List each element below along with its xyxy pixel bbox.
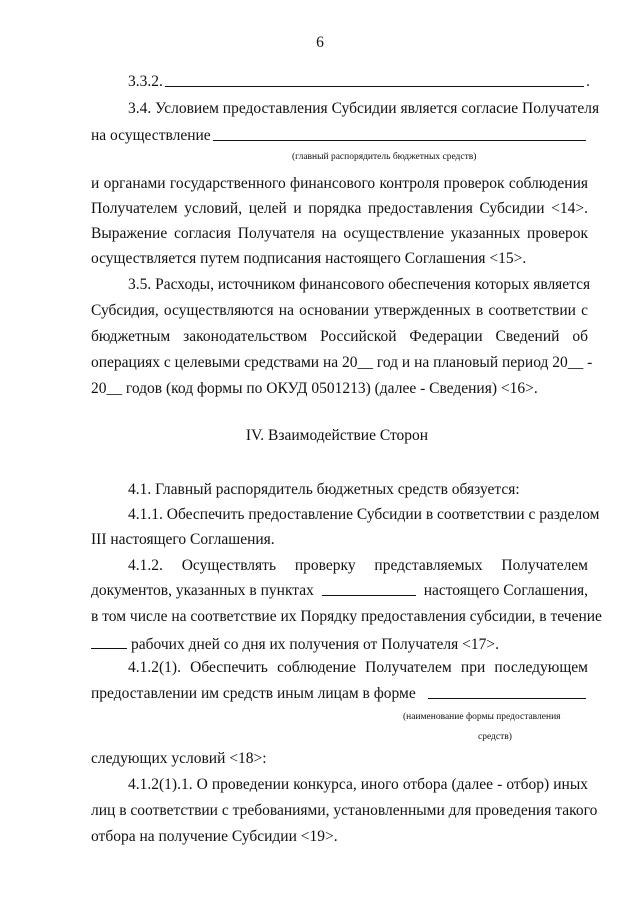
- clause-4-1-2-line-2: [91, 582, 588, 600]
- clause-4-1-1-line-2: III настоящего Соглашения.: [91, 531, 275, 548]
- clause-4-1-2-1-line-1: 4.1.2(1). Обеспечить соблюдение Получателем при последующем: [128, 659, 588, 676]
- clause-3-5-line-2: Субсидия, осуществляются на основании утвержденных в соответствии с: [91, 302, 588, 319]
- blank-line: [322, 582, 416, 596]
- blank-line: [165, 73, 584, 87]
- caption-form-name-2: средств): [478, 732, 512, 742]
- clause-4-1-2-1-line-2-text: предоставлении им средств иным лицам в форме: [91, 685, 416, 702]
- clause-3-5-line-5: 20__ годов (код формы по ОКУД 0501213) (далее - Сведения) <16>.: [91, 380, 538, 397]
- clause-3-4-line-5: Выражение согласия Получателя на осуществление указанных проверок: [91, 225, 588, 242]
- clause-4-1-2-line-4: [91, 634, 499, 654]
- clause-3-5-line-3: бюджетным законодательством Российской Федерации Сведений об: [91, 328, 588, 345]
- clause-3-4-line-1: 3.4. Условием предоставления Субсидии является согласие Получателя: [128, 100, 600, 117]
- clause-3-4-line-2-text: на осуществление: [91, 127, 211, 144]
- clause-3-4-line-2: [91, 127, 588, 145]
- clause-4-1-2-line-2-end: настоящего Соглашения,: [423, 582, 588, 599]
- section-title: IV. Взаимодействие Сторон: [245, 427, 429, 444]
- page-number: 6: [316, 34, 324, 51]
- clause-3-3-2-end: .: [586, 73, 590, 90]
- clause-3-4-line-6: осуществляется путем подписания настоящего Соглашения <15>.: [91, 250, 527, 267]
- clause-4-1-2-1-line-3: следующих условий <18>:: [91, 750, 267, 767]
- clause-4-1-2-1-1-line-2: лиц в соответствии с требованиями, установленными для проведения такого: [91, 802, 598, 819]
- blank-line: [91, 634, 127, 649]
- clause-4-1-2-line-4-text: рабочих дней со дня их получения от Получателя <17>.: [131, 636, 499, 653]
- clause-3-4-line-4: Получателем условий, целей и порядка предоставления Субсидии <14>.: [91, 200, 588, 217]
- blank-line: [213, 127, 586, 141]
- clause-4-1-2-line-2-start: документов, указанных в пунктах: [91, 582, 314, 599]
- clause-4-1-1-line-1: 4.1.1. Обеспечить предоставление Субсидии в соответствии с разделом: [128, 506, 600, 523]
- clause-3-3-2: [128, 73, 590, 91]
- blank-line: [428, 685, 586, 699]
- clause-4-1-2-line-3: в том числе на соответствие их Порядку предоставления субсидии, в течение: [91, 608, 602, 625]
- clause-3-5-line-1: 3.5. Расходы, источником финансового обеспечения которых является: [128, 276, 591, 293]
- caption-form-name-1: (наименование формы предоставления: [403, 712, 561, 722]
- clause-3-5-line-4: операциях с целевыми средствами на 20__ год и на плановый период 20__ -: [91, 354, 593, 371]
- clause-4-1-2-line-1: 4.1.2. Осуществлять проверку представляемых Получателем: [128, 557, 588, 574]
- clause-3-3-2-number: 3.3.2.: [128, 73, 163, 90]
- clause-4-1-2-1-line-2: [91, 685, 588, 703]
- clause-3-4-line-3: и органами государственного финансового контроля проверок соблюдения: [91, 175, 588, 192]
- caption-budget-manager: (главный распорядитель бюджетных средств): [292, 152, 477, 162]
- clause-4-1: 4.1. Главный распорядитель бюджетных средств обязуется:: [128, 481, 520, 498]
- clause-4-1-2-1-1-line-1: 4.1.2(1).1. О проведении конкурса, иного отбора (далее - отбор) иных: [128, 776, 588, 793]
- clause-4-1-2-1-1-line-3: отбора на получение Субсидии <19>.: [91, 828, 338, 845]
